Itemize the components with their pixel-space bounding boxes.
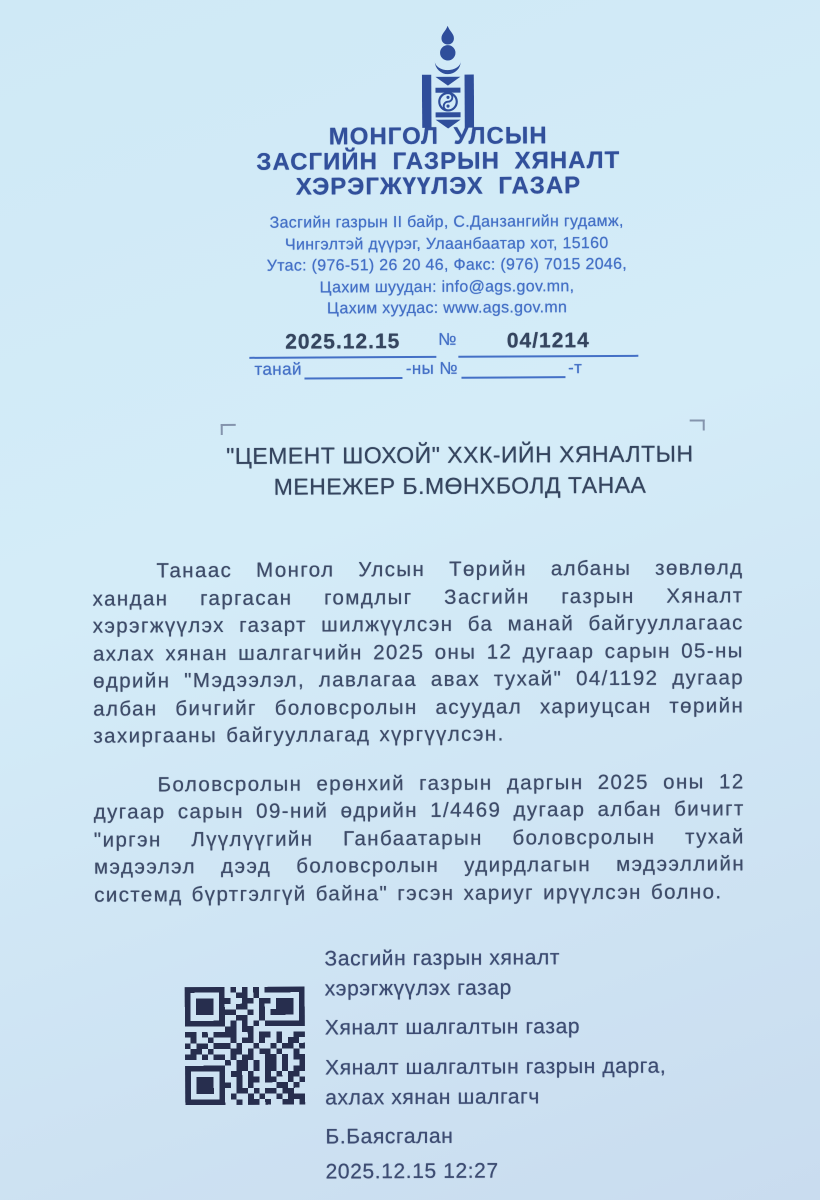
org-address	[147, 210, 748, 321]
address-line: Утас: (976-51) 26 20 46, Факс: (976) 7015 2046,	[266, 255, 628, 275]
body-paragraph: Танаас Монгол Улсын Төрийн албаны зөвлөлд хандан гаргасан гомдлыг Засгийн газрын Хяналт хэрэгжүүлэх газарт шилжүүлсэн ба манай байгууллагаас ахлах хянан шалгагчийн 2025 оны 12 дугаар сарын 05-ны өдрийн "Мэдээлэл, лавлагаа авах тухай" 04/1192 дугаар албан бичгийг боловсролын асуудал хариуцсан төрийн захиргааны байгууллагад хүргүүлсэн.	[92, 556, 745, 748]
address-line: Чингэлтэй дүүрэг, Улаанбаатар хот, 15160	[284, 234, 609, 254]
your-ref-prefix: танай	[254, 359, 302, 379]
letter-body	[92, 554, 745, 929]
your-ref-suffix: -т	[567, 358, 583, 378]
letter-date: 2025.12.15	[249, 330, 436, 359]
signature-org-line: Засгийн газрын хяналт	[324, 946, 561, 971]
signature-title-line: Хяналт шалгалтын газрын дарга,	[325, 1054, 667, 1080]
org-name-line: МОНГОЛ УЛСЫН	[328, 122, 548, 151]
your-ref-middle: -ны №	[405, 358, 459, 379]
corner-bracket-right	[690, 419, 705, 430]
signer-name: Б.Баясгалан	[325, 1124, 454, 1149]
signature-datetime: 2025.12.15 12:27	[325, 1159, 499, 1184]
addressee-block	[140, 438, 780, 503]
addressee-line: "ЦЕМЕНТ ШОХОЙ" ХХК-ИЙН ХЯНАЛТЫН	[226, 440, 694, 469]
document-number: 04/1214	[458, 329, 638, 358]
addressee-line: МЕНЕЖЕР Б.МӨНХБОЛД ТАНАА	[273, 471, 647, 500]
blank-underline	[305, 358, 403, 380]
qr-code	[185, 987, 306, 1106]
address-line: Цахим хуудас: www.ags.gov.mn	[326, 299, 568, 318]
corner-bracket-left	[221, 424, 236, 435]
org-name-line: ЗАСГИЙН ГАЗРЫН ХЯНАЛТ	[256, 146, 621, 176]
org-name-line: ХЭРЭГЖҮҮЛЭХ ГАЗАР	[295, 172, 582, 201]
signature-org-line: хэрэгжүүлэх газар	[324, 976, 512, 1001]
signature-block	[324, 943, 666, 1188]
your-reference-row	[254, 357, 582, 380]
org-name	[128, 122, 748, 200]
number-sign: №	[438, 329, 457, 349]
body-paragraph: Боловсролын ерөнхий газрын даргын 2025 оны 12 дугаар сарын 09-ний өдрийн 1/4469 дугаар албан бичигт "иргэн Лүүлүүгийн Ганбаатарын боловсролын тухай мэдээлэл дээд боловсролын удирдлагын мэдээллийн системд бүртгэлгүй байна" гэсэн хариуг ирүүлсэн болно.	[93, 769, 746, 907]
soyombo-emblem-icon	[422, 26, 475, 130]
blank-underline	[461, 357, 565, 379]
signature-department: Хяналт шалгалтын газар	[324, 1015, 581, 1040]
address-line: Цахим шуудан: info@ags.gov.mn,	[319, 277, 575, 296]
address-line: Засгийн газрын II байр, С.Данзангийн гудамж,	[269, 212, 624, 232]
signature-title-line: ахлах хянан шалгагч	[325, 1085, 540, 1110]
